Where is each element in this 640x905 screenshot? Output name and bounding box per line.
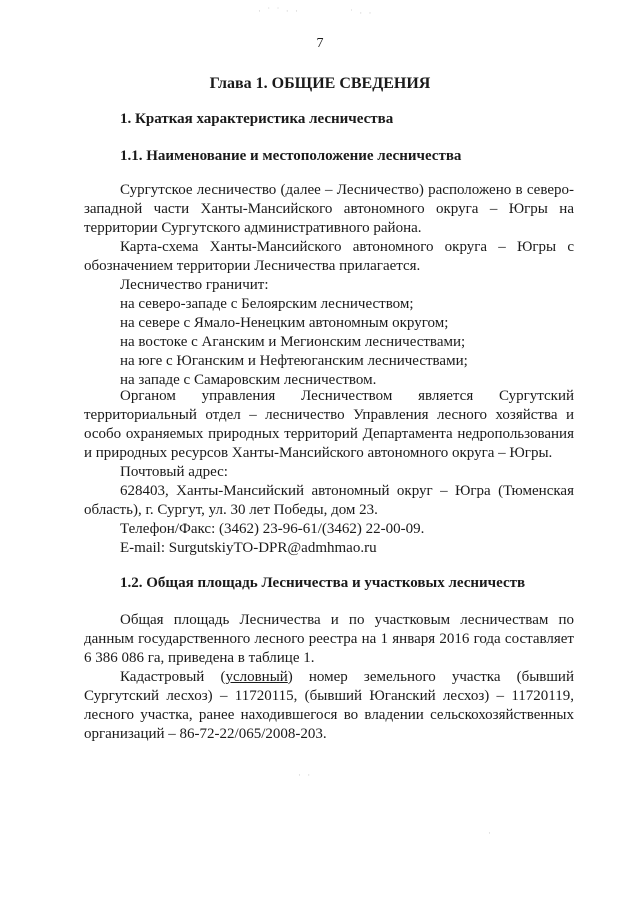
- postal-address: 628403, Ханты-Мансийский автономный округ – Югра (Тюменская область), г. Сургут, ул. 30 лет Победы, дом 23.: [84, 483, 574, 518]
- management-paragraph: Органом управления Лесничеством является Сургутский территориальный отдел – лесничество Управления лесного хозяйства и особо охраняемых природных территорий Департамента недропользования и природных ресурсов Ханты-Мансийского автономного округа – Югры.: [84, 388, 574, 461]
- scan-smudge-mark: · ·: [298, 770, 313, 780]
- cadastral-text-end: ) номер земельного участка (бывший Сургутский лесхоз) – 11720115, (бывший Юганский лесхоз) – 11720119, лесного участка, ранее находившегося во владении сельскохозяйственных организаций – 86-72-22/065/2008-203.: [84, 669, 574, 742]
- cadastral-text-start: Кадастровый (: [120, 669, 226, 685]
- scan-smudge-mark: · ˙ ˙ · ·: [258, 6, 300, 16]
- section-1-1-body: [84, 181, 574, 390]
- phone-line: Телефон/Факс: (3462) 23-96-61/(3462) 22-00-09.: [120, 521, 425, 537]
- location-paragraph: Сургутское лесничество (далее – Лесничество) расположено в северо-западной части Ханты-Мансийского автономного округа – Югры на территории Сургутского административного района.: [84, 182, 574, 236]
- cadastral-paragraph: [84, 668, 574, 744]
- border-item: на западе с Самаровским лесничеством.: [120, 372, 377, 388]
- border-item: на юге с Юганским и Нефтеюганским лесничествами;: [120, 353, 468, 369]
- chapter-title: Глава 1. ОБЩИЕ СВЕДЕНИЯ: [209, 75, 431, 92]
- section-1-2-body: [84, 611, 574, 744]
- scan-smudge-mark: ˙ · ·: [350, 8, 374, 18]
- section-heading-1: 1. Краткая характеристика лесничества: [120, 111, 394, 127]
- postal-label: Почтовый адрес:: [120, 464, 228, 480]
- border-item: на северо-западе с Белоярским лесничеством;: [120, 296, 414, 312]
- scan-smudge-mark: ·: [488, 828, 493, 838]
- area-paragraph: Общая площадь Лесничества и по участковым лесничествам по данным государственного лесного реестра на 1 января 2016 года составляет 6 386 086 га, приведена в таблице 1.: [84, 612, 574, 666]
- email-line: E-mail: SurgutskiyTO-DPR@admhmao.ru: [120, 540, 377, 556]
- section-heading-1-1: 1.1. Наименование и местоположение лесничества: [120, 148, 462, 164]
- section-heading-1-2: 1.2. Общая площадь Лесничества и участковых лесничеств: [120, 575, 526, 591]
- border-item: на севере с Ямало-Ненецким автономным округом;: [120, 315, 449, 331]
- map-paragraph: Карта-схема Ханты-Мансийского автономного округа – Югры с обозначением территории Лесничества прилагается.: [84, 239, 574, 274]
- borders-intro: Лесничество граничит:: [120, 277, 269, 293]
- page-number: 7: [316, 36, 324, 51]
- border-item: на востоке с Аганским и Мегионским лесничествами;: [120, 334, 466, 350]
- cadastral-underlined-word: условный: [225, 669, 288, 685]
- management-body: [84, 387, 574, 558]
